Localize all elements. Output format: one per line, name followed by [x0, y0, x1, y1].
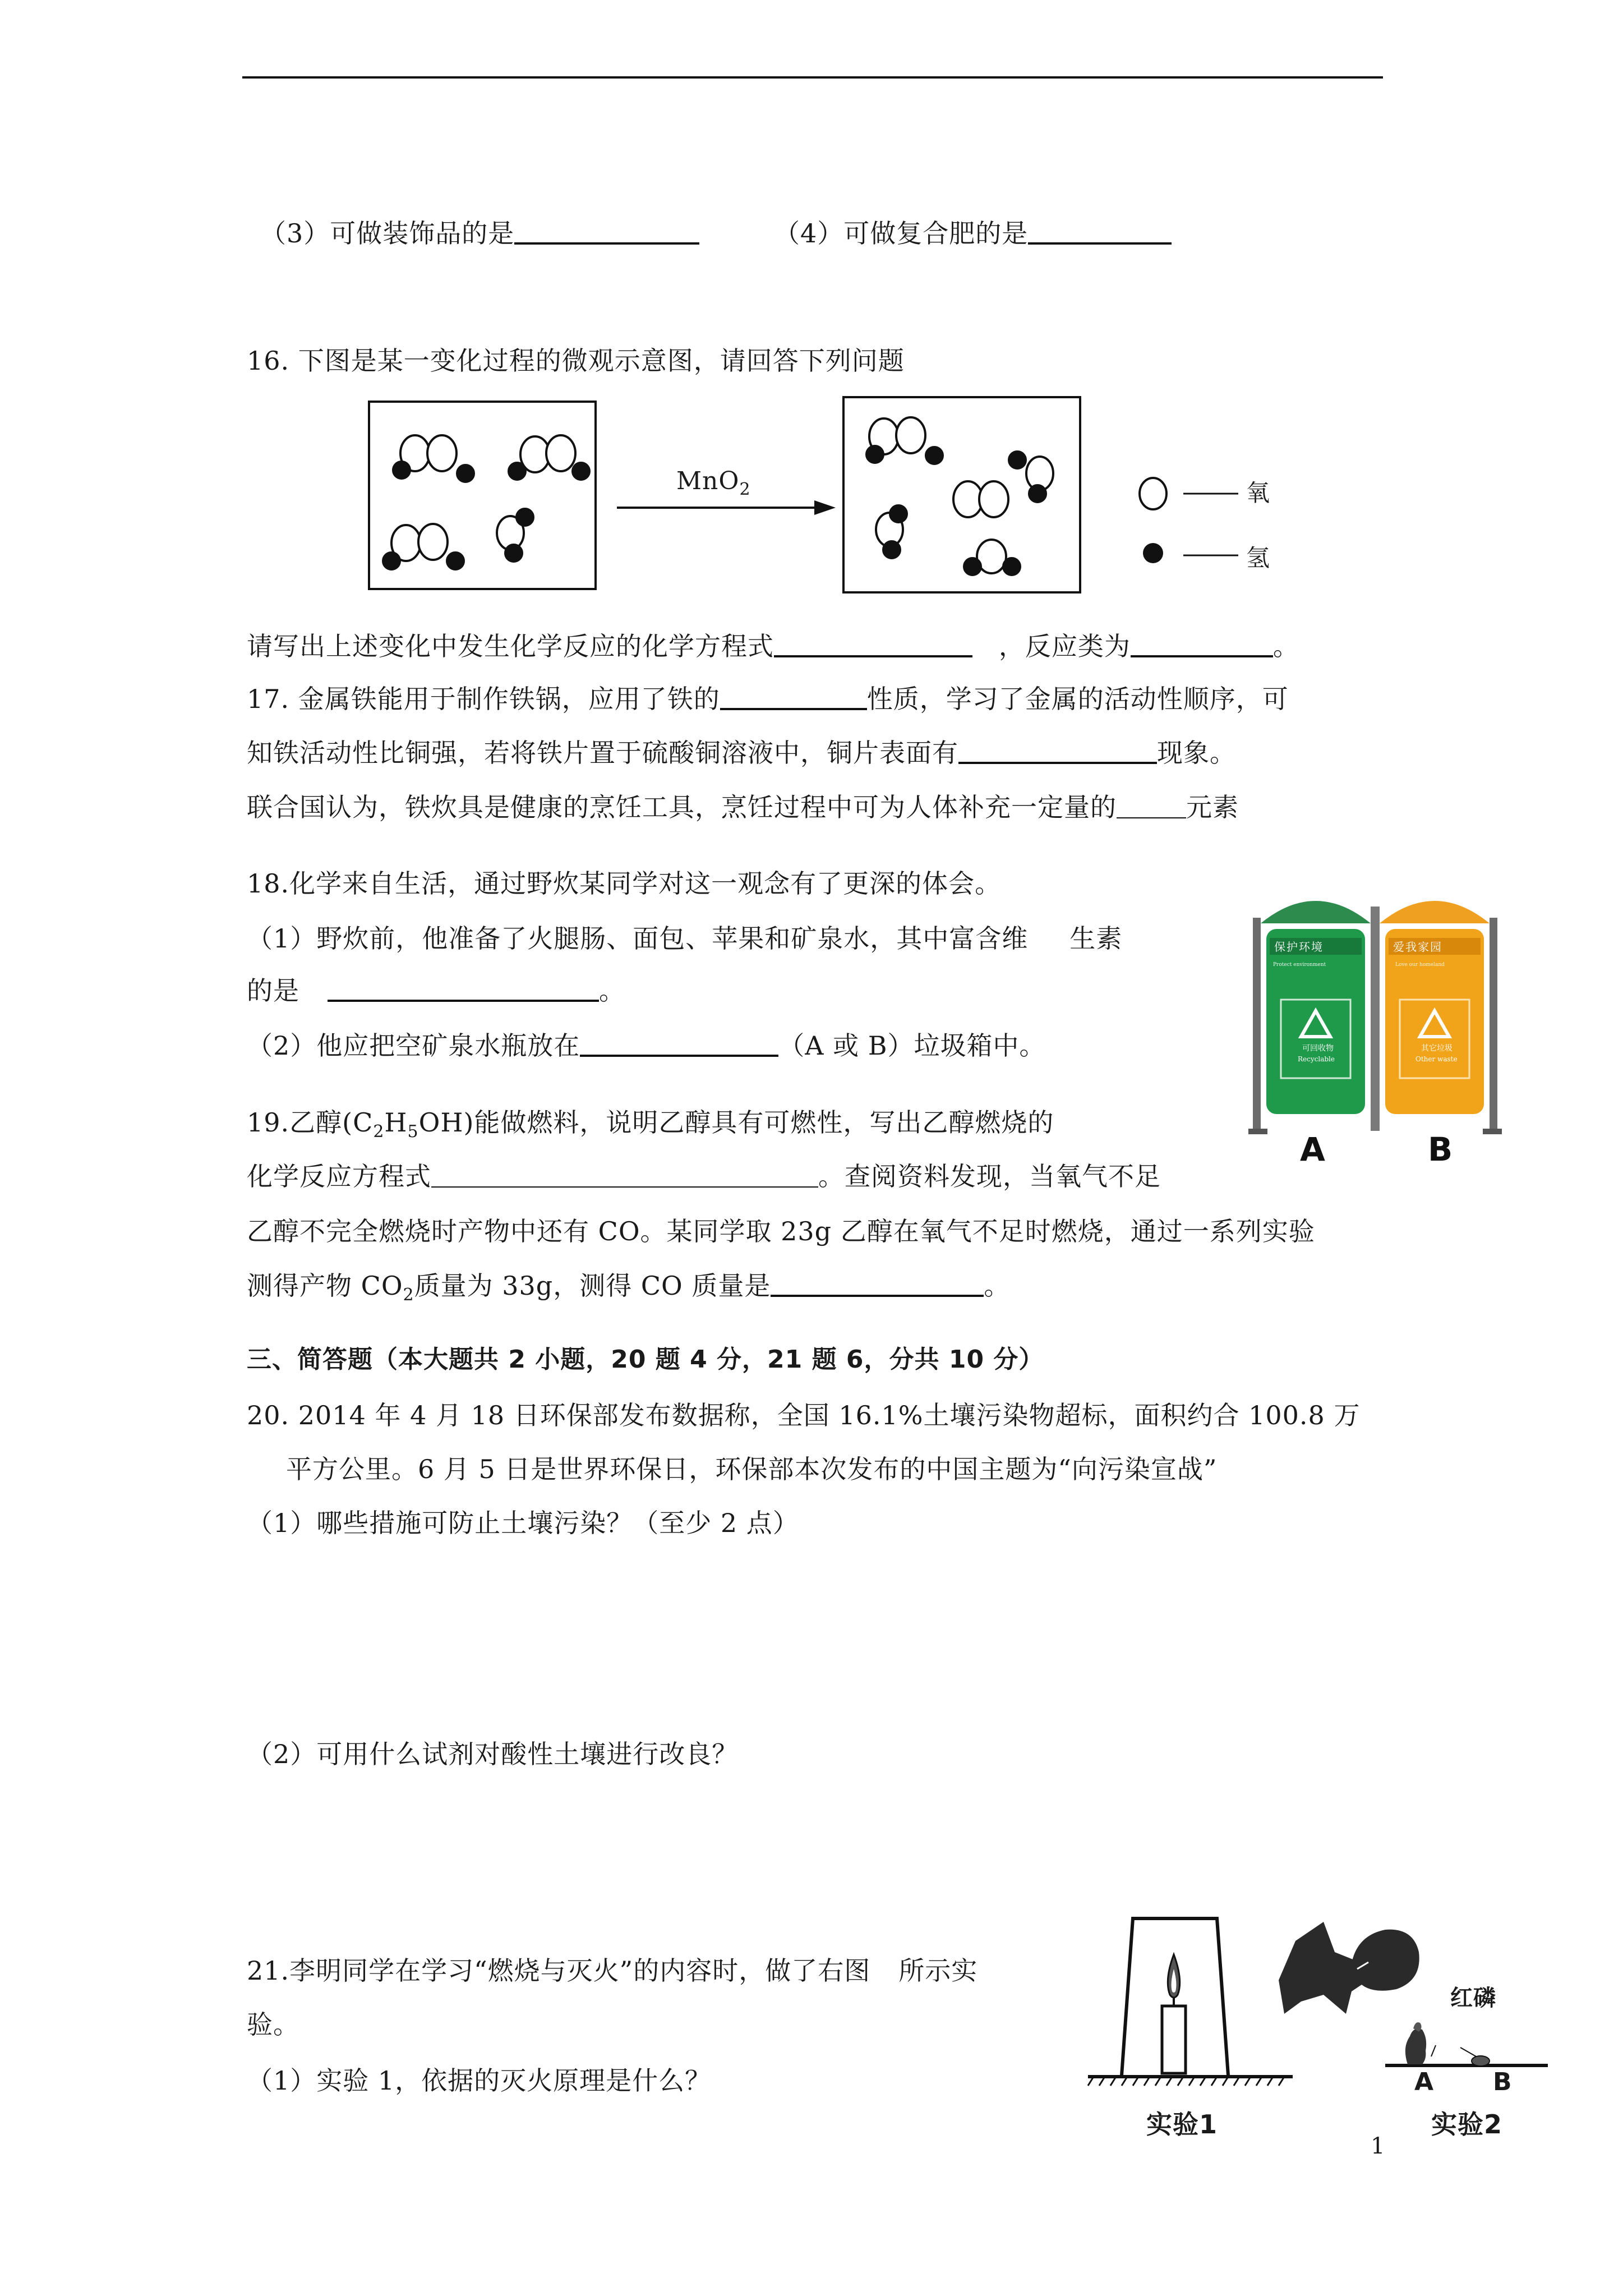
- q18-part2: （2）他应把空矿泉水瓶放在 （A 或 B）垃圾箱中。: [247, 1030, 1046, 1061]
- bin-b-top-text: 爱我家园: [1393, 940, 1442, 954]
- bin-b-label: 其它垃圾: [1421, 1044, 1453, 1053]
- recycling-bins-image: [1248, 884, 1506, 1168]
- reaction-arrow: [617, 499, 836, 516]
- q20-part2: （2）可用什么试剂对酸性土壤进行改良？: [247, 1739, 739, 1769]
- q16-stem: 16. 下图是某一变化过程的微观示意图，请回答下列问题: [247, 346, 905, 376]
- q18-part1-line2: 的是 。: [247, 976, 625, 1006]
- bin-a-label: 可回收物: [1302, 1044, 1334, 1053]
- section-3-heading: 三、简答题（本大题共 2 小题，20 题 4 分，21 题 6，分共 10 分）: [247, 1345, 1044, 1374]
- catalyst-label: MnO$_2$: [676, 467, 751, 499]
- product-molecules: [845, 398, 1079, 591]
- q21-line2: 验。: [247, 2009, 299, 2040]
- page-number: 1: [1371, 2133, 1386, 2159]
- experiment-2-caption: 实验2: [1431, 2109, 1503, 2139]
- q19-line1: 19.乙醇$(C_2H_5OH)$能做燃料，说明乙醇具有可燃性，写出乙醇燃烧的: [247, 1107, 1054, 1142]
- header-rule: [242, 76, 1383, 79]
- q19-line2: 化学反应方程式 。查阅资料发现，当氧气不足: [247, 1161, 1161, 1191]
- q18-stem: 18.化学来自生活，通过野炊某同学对这一观念有了更深的体会。: [247, 868, 1002, 899]
- q19-line4: 测得产物 $CO_2$质量为 33g，测得 CO 质量是 。: [247, 1271, 1011, 1305]
- q19-line3: 乙醇不完全燃烧时产物中还有 CO。某同学取 23g 乙醇在氧气不足时燃烧，通过一系列实验: [247, 1216, 1315, 1246]
- bin-b-letter: B: [1428, 1130, 1454, 1168]
- bin-a-en: Recyclable: [1298, 1055, 1335, 1063]
- bin-b-en: Other waste: [1415, 1055, 1458, 1063]
- bin-b-sub-text: Love our homeland: [1395, 962, 1445, 968]
- exp2-letter-a: A: [1414, 2068, 1435, 2096]
- q20-part1: （1）哪些措施可防止土壤污染？（至少 2 点）: [247, 1508, 799, 1538]
- bin-a-top-text: 保护环境: [1274, 940, 1324, 954]
- q15-item3: （3）可做装饰品的是: [260, 220, 699, 246]
- q15-item4: （4）可做复合肥的是: [774, 220, 1172, 246]
- legend-hydrogen-label: 氢: [1246, 544, 1271, 572]
- q18-part1-line1: （1）野炊前，他准备了火腿肠、面包、苹果和矿泉水，其中富含维 生素: [247, 923, 1123, 954]
- q20-line2: 平方公里。6 月 5 日是世界环保日，环保部本次发布的中国主题为“向污染宣战”: [286, 1454, 1218, 1484]
- q21-line1: 21.李明同学在学习“燃烧与灭火”的内容时，做了右图 所示实: [247, 1955, 978, 1986]
- q16-question: 请写出上述变化中发生化学反应的化学方程式 ，反应类为 。: [247, 631, 1299, 661]
- reactant-molecules: [370, 403, 594, 588]
- experiment-1-caption: 实验1: [1146, 2109, 1218, 2139]
- q17-line2: 知铁活动性比铜强，若将铁片置于硫酸铜溶液中，铜片表面有 现象。: [247, 738, 1236, 768]
- bin-a-letter: A: [1300, 1130, 1326, 1168]
- legend-oxygen-label: 氧: [1246, 479, 1271, 507]
- q20-line1: 20. 2014 年 4 月 18 日环保部发布数据称，全国 16.1%土壤污染物超标，面积约合 100.8 万: [247, 1400, 1361, 1430]
- experiment-figures: [1088, 1896, 1565, 2154]
- exp2-letter-b: B: [1493, 2068, 1513, 2096]
- q17-line3: 联合国认为，铁炊具是健康的烹饪工具，烹饪过程中可为人体补充一定量的 元素: [247, 792, 1239, 822]
- bin-a-sub-text: Protect environment: [1273, 962, 1326, 968]
- q21-part1: （1）实验 1，依据的灭火原理是什么？: [247, 2065, 712, 2096]
- q17-line1: 17. 金属铁能用于制作铁锅，应用了铁的 性质，学习了金属的活动性顺序，可: [247, 684, 1289, 714]
- red-phosphorus-label: 红磷: [1450, 1985, 1496, 2011]
- legend-hydrogen-symbol: [1137, 541, 1249, 569]
- legend-oxygen-symbol: [1137, 477, 1249, 510]
